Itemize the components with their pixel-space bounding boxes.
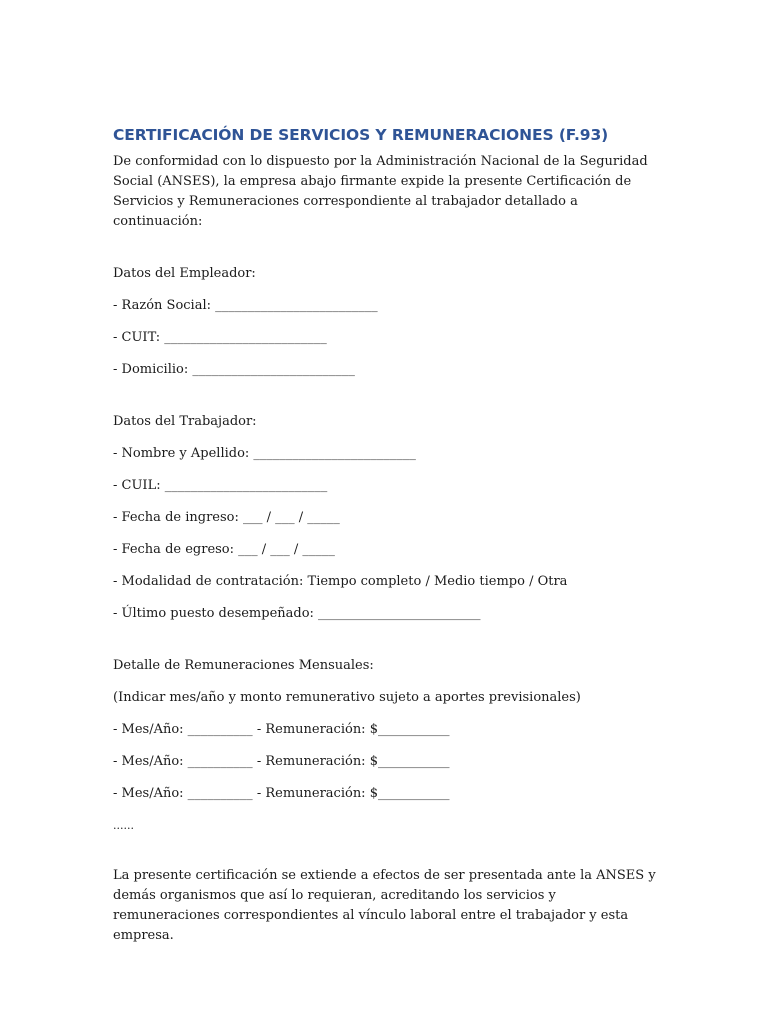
spacer — [113, 560, 658, 572]
document-title: CERTIFICACIÓN DE SERVICIOS Y REMUNERACIONES (F.93) — [113, 126, 609, 144]
cuil-field: - CUIL: _________________________ — [113, 478, 328, 493]
intro-paragraph: De conformidad con lo dispuesto por la Administración Nacional de la Seguridad Social (ANSES), la empresa abajo firmante expide la presente Certificación de Servicios y Remuneraciones correspondiente al trabajador detallado a continuación: — [113, 154, 648, 229]
remuneracion-row: - Mes/Año: __________ - Remuneración: $___________ — [113, 754, 450, 769]
domicilio-field: - Domicilio: _________________________ — [113, 362, 355, 377]
fecha-ingreso-field: - Fecha de ingreso: ___ / ___ / _____ — [113, 510, 340, 525]
remuneracion-row: - Mes/Año: __________ - Remuneración: $___________ — [113, 786, 450, 801]
spacer — [113, 592, 658, 604]
empleador-heading: Datos del Empleador: — [113, 266, 256, 281]
spacer — [113, 432, 658, 444]
spacer — [113, 624, 658, 656]
spacer — [113, 380, 658, 412]
closing-paragraph: La presente certificación se extiende a efectos de ser presentada ante la ANSES y demás organismos que así lo requieran, acreditando los servicios y remuneraciones correspondientes al vínculo laboral entre el trabajador y esta empresa. — [113, 868, 656, 943]
spacer — [113, 804, 658, 816]
spacer — [113, 464, 658, 476]
spacer — [113, 496, 658, 508]
document-page — [113, 124, 658, 946]
modalidad-field: - Modalidad de contratación: Tiempo completo / Medio tiempo / Otra — [113, 574, 568, 589]
remuneraciones-instruccion: (Indicar mes/año y monto remunerativo sujeto a aportes previsionales) — [113, 690, 581, 705]
remuneracion-row: - Mes/Año: __________ - Remuneración: $___________ — [113, 722, 450, 737]
fecha-egreso-field: - Fecha de egreso: ___ / ___ / _____ — [113, 542, 335, 557]
spacer — [113, 772, 658, 784]
spacer — [113, 284, 658, 296]
nombre-field: - Nombre y Apellido: _________________________ — [113, 446, 416, 461]
spacer — [113, 740, 658, 752]
spacer — [113, 836, 658, 866]
spacer — [113, 316, 658, 328]
spacer — [113, 676, 658, 688]
puesto-field: - Último puesto desempeñado: _________________________ — [113, 606, 481, 621]
spacer — [113, 708, 658, 720]
spacer — [113, 528, 658, 540]
spacer — [113, 348, 658, 360]
continuation-ellipsis: ...... — [113, 819, 134, 832]
razon-social-field: - Razón Social: _________________________ — [113, 298, 378, 313]
trabajador-heading: Datos del Trabajador: — [113, 414, 257, 429]
spacer — [113, 232, 658, 264]
remuneraciones-heading: Detalle de Remuneraciones Mensuales: — [113, 658, 374, 673]
cuit-field: - CUIT: _________________________ — [113, 330, 327, 345]
